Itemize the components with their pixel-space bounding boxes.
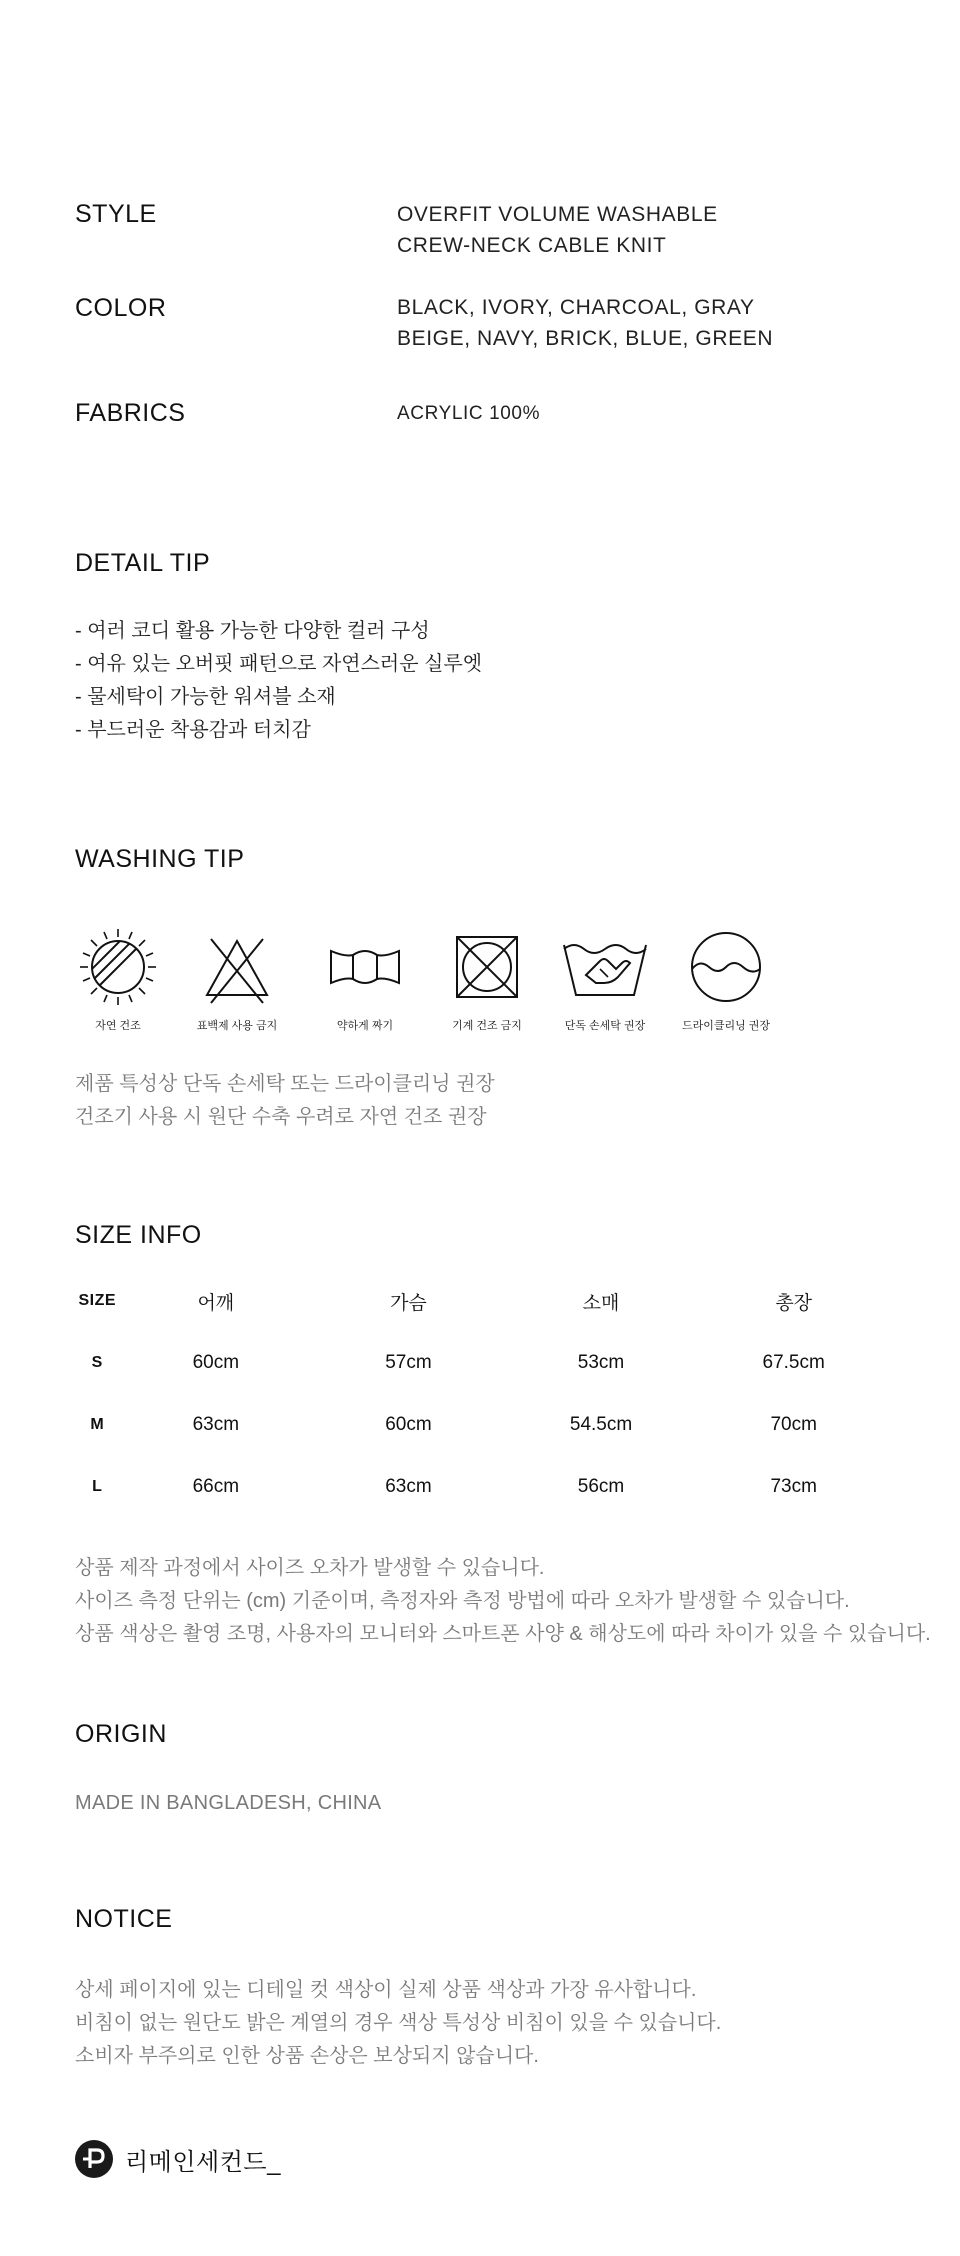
no-bleach-icon (195, 925, 279, 1009)
size-notes (75, 1552, 931, 1651)
no-tumble-dry-icon (445, 925, 529, 1009)
care-label: 드라이클리닝 권장 (681, 1020, 771, 1032)
table-cell: 60cm (192, 1352, 240, 1373)
list-item: 건조기 사용 시 원단 수축 우려로 자연 건조 권장 (75, 1106, 487, 1128)
table-cell: 54.5cm (569, 1414, 633, 1435)
dry-clean-icon (684, 925, 768, 1009)
list-item: 사이즈 측정 단위는 (cm) 기준이며, 측정자와 측정 방법에 따라 오차가 발생할 수 있습니다. (75, 1590, 850, 1612)
list-item: 비침이 없는 원단도 밝은 계열의 경우 색상 특성상 비침이 있을 수 있습니다. (75, 2012, 722, 2034)
list-item: - 부드러운 착용감과 터치감 (75, 719, 311, 741)
origin-text: MADE IN BANGLADESH, CHINA (75, 1792, 382, 1814)
table-cell: 60cm (385, 1414, 432, 1435)
care-label: 자연 건조 (95, 1020, 141, 1032)
list-item: - 여러 코디 활용 가능한 다양한 컬러 구성 (75, 620, 430, 642)
table-cell: 53cm (577, 1352, 625, 1373)
brand-name: 리메인세컨드_ (125, 2148, 281, 2176)
detail-tip-title: DETAIL TIP (75, 549, 211, 577)
spec-value-line: ACRYLIC 100% (397, 403, 541, 424)
table-row (75, 1394, 890, 1456)
table-header-row (75, 1270, 890, 1332)
detail-tip-list (75, 615, 482, 747)
size-cell: L (92, 1478, 103, 1495)
care-item-dry-clean (676, 925, 776, 1033)
column-header-shoulder: 어깨 (197, 1292, 235, 1314)
table-cell: 67.5cm (762, 1352, 825, 1373)
spec-label-fabrics: FABRICS (75, 399, 186, 427)
care-label: 단독 손세탁 권장 (564, 1020, 646, 1032)
table-row (75, 1332, 890, 1394)
brand-p-logo-icon (75, 2140, 113, 2178)
table-cell: 70cm (770, 1414, 817, 1435)
column-header-length: 총장 (775, 1292, 813, 1314)
spec-value-line: CREW-NECK CABLE KNIT (397, 234, 667, 257)
table-cell: 63cm (385, 1476, 432, 1497)
list-item: 상품 제작 과정에서 사이즈 오차가 발생할 수 있습니다. (75, 1557, 545, 1579)
list-item: 상품 색상은 촬영 조명, 사용자의 모니터와 스마트폰 사양 & 해상도에 따라 차이가 있을 수 있습니다. (75, 1623, 931, 1645)
care-label: 표백제 사용 금지 (196, 1020, 278, 1032)
care-item-no-tumble-dry (437, 925, 537, 1033)
washing-tip-title: WASHING TIP (75, 845, 245, 873)
notice-title: NOTICE (75, 1905, 173, 1933)
table-cell: 73cm (770, 1476, 817, 1497)
table-row (75, 1456, 890, 1518)
size-cell: S (91, 1354, 103, 1371)
natural-dry-icon (76, 925, 160, 1009)
hand-wash-icon (560, 925, 650, 1009)
list-item: - 물세탁이 가능한 워셔블 소재 (75, 686, 336, 708)
list-item: - 여유 있는 오버핏 패턴으로 자연스러운 실루엣 (75, 653, 483, 675)
care-label: 기계 건조 금지 (452, 1020, 522, 1032)
care-item-hand-wash (555, 925, 655, 1033)
list-item: 상세 페이지에 있는 디테일 컷 색상이 실제 상품 색상과 가장 유사합니다. (75, 1979, 697, 2001)
washing-notes (75, 1068, 495, 1134)
care-item-gentle-wring (315, 925, 415, 1033)
size-cell: M (90, 1416, 105, 1433)
column-header-size: SIZE (78, 1292, 117, 1309)
size-info-title: SIZE INFO (75, 1221, 202, 1249)
column-header-chest: 가슴 (390, 1292, 427, 1314)
origin-title: ORIGIN (75, 1720, 167, 1748)
care-item-no-bleach (187, 925, 287, 1033)
table-cell: 63cm (192, 1414, 240, 1435)
spec-label-color: COLOR (75, 294, 167, 322)
care-item-natural-dry (68, 925, 168, 1033)
notice-list (75, 1974, 721, 2073)
spec-value-style (397, 199, 718, 261)
spec-value-line: BEIGE, NAVY, BRICK, BLUE, GREEN (397, 327, 774, 350)
spec-value-line: BLACK, IVORY, CHARCOAL, GRAY (397, 296, 755, 319)
care-label: 약하게 짜기 (336, 1020, 394, 1032)
column-header-sleeve: 소매 (582, 1292, 620, 1314)
table-cell: 66cm (192, 1476, 240, 1497)
list-item: 제품 특성상 단독 손세탁 또는 드라이클리닝 권장 (75, 1073, 495, 1095)
brand-logo (75, 2140, 281, 2178)
spec-value-line: OVERFIT VOLUME WASHABLE (397, 203, 718, 226)
spec-label-style: STYLE (75, 200, 157, 228)
spec-value-fabrics (397, 398, 540, 429)
table-cell: 56cm (577, 1476, 625, 1497)
gentle-wring-icon (323, 925, 407, 1009)
table-cell: 57cm (385, 1352, 432, 1373)
spec-value-color (397, 292, 773, 354)
list-item: 소비자 부주의로 인한 상품 손상은 보상되지 않습니다. (75, 2045, 539, 2067)
size-table (75, 1270, 890, 1518)
